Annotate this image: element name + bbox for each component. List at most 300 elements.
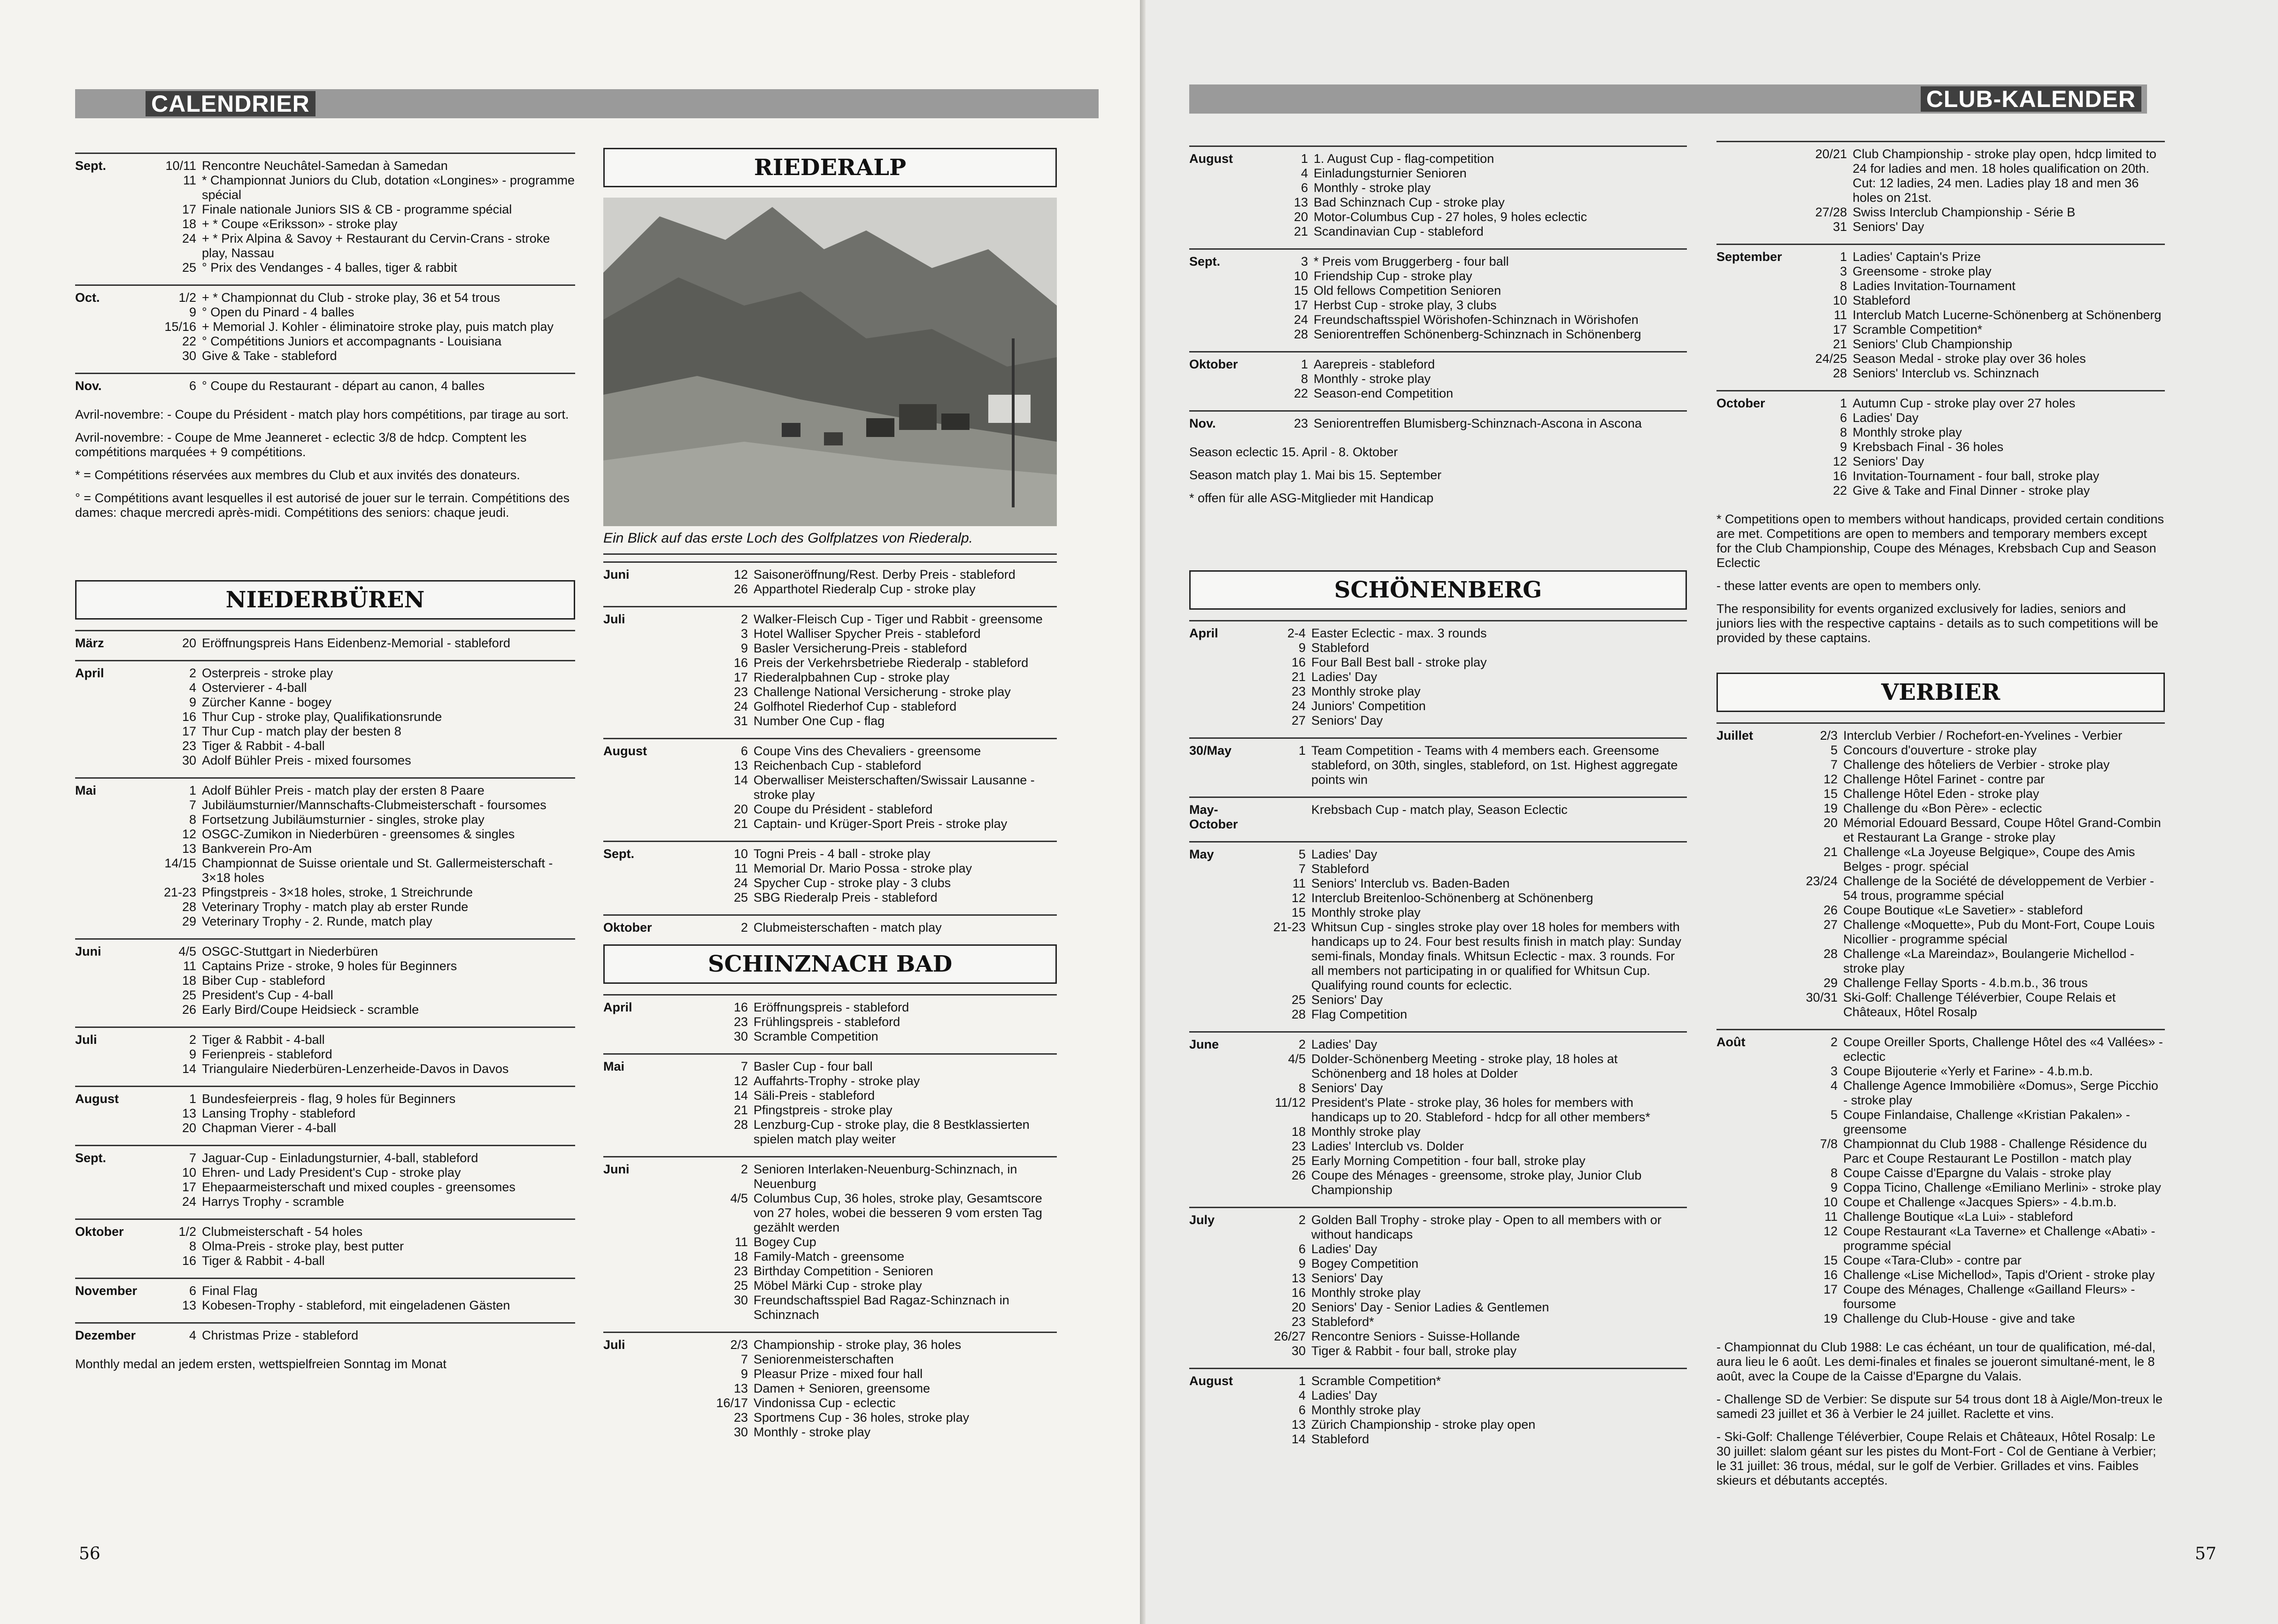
event-text: Scandinavian Cup - stableford (1314, 224, 1484, 238)
event-text: Monthly stroke play (1311, 684, 1421, 698)
verbier-title: VERBIER (1716, 673, 2165, 712)
event-date: 14 (733, 773, 748, 787)
event-date: 23 (733, 685, 748, 699)
event-text: Finale nationale Juniors SIS & CB - programme spécial (202, 202, 512, 216)
event-date: 27/28 (1815, 205, 1847, 219)
event-date: 21 (1832, 337, 1847, 351)
event-date: 2-4 (1287, 626, 1306, 640)
event-date: 10 (182, 1165, 196, 1180)
month-block (75, 660, 575, 777)
month-label: October (1716, 396, 1765, 410)
event-text: Tiger & Rabbit - 4-ball (202, 1254, 325, 1268)
event-date: 8 (189, 812, 196, 827)
event-date: 1 (1301, 357, 1308, 371)
event-date: 9 (1298, 1256, 1306, 1271)
month-block (75, 153, 575, 284)
event-text: Challenge «Moquette», Pub du Mont-Fort, Coupe Louis Nicollier - programme spécial (1843, 918, 2155, 946)
event-text: Old fellows Competition Senioren (1314, 283, 1501, 298)
event-date: 14 (733, 1088, 748, 1103)
month-label: Juni (75, 944, 101, 958)
event-text: Flag Competition (1311, 1007, 1408, 1021)
calendar-note: - Challenge SD de Verbier: Se dispute sur 54 trous dont 18 à Aigle/Mon-treux le samedi 23 juillet et 36 à Verbier le 24 juillet. Raclette et vins. (1716, 1392, 2163, 1421)
event-date: 13 (182, 842, 196, 856)
event-text: Ehren- und Lady President's Cup - stroke play (202, 1165, 461, 1180)
event-date: 17 (733, 670, 748, 684)
event-date: 2 (740, 920, 748, 935)
month-label: Oktober (603, 920, 652, 935)
event-date: 12 (733, 1074, 748, 1088)
event-date: 1 (1839, 396, 1847, 410)
event-date: 23 (1291, 1139, 1306, 1153)
event-text: Final Flag (202, 1284, 258, 1298)
event-date: 8 (1301, 372, 1308, 386)
event-text: Coppa Ticino, Challenge «Emiliano Merlini» - stroke play (1843, 1180, 2161, 1195)
event-text: Golden Ball Trophy - stroke play - Open to all members with or without handicaps (1311, 1213, 1662, 1241)
month-label: August (75, 1092, 119, 1106)
event-date: 12 (1823, 1224, 1838, 1238)
event-date: 5 (1830, 1108, 1838, 1122)
event-text: Challenge du «Bon Père» - eclectic (1843, 801, 2042, 815)
event-text: Sportmens Cup - 36 holes, stroke play (754, 1410, 970, 1425)
event-date: 9 (1839, 440, 1847, 454)
event-date: 15 (1823, 1253, 1838, 1267)
event-text: OSGC-Stuttgart in Niederbüren (202, 944, 378, 958)
event-text: Challenge «La Joyeuse Belgique», Coupe des Amis Belges - progr. spécial (1843, 845, 2135, 873)
event-text: Seniors' Day (1853, 220, 1924, 234)
month-block (75, 373, 575, 403)
event-text: Coupe Caisse d'Epargne du Valais - stroke play (1843, 1166, 2111, 1180)
event-text: Herbst Cup - stroke play, 3 clubs (1314, 298, 1497, 312)
event-date: 11 (1292, 876, 1306, 890)
event-date: 17 (182, 1180, 196, 1194)
event-date: 16 (733, 656, 748, 670)
event-text: Rencontre Seniors - Suisse-Hollande (1311, 1329, 1520, 1343)
event-date: 2 (740, 1162, 748, 1176)
niederburen-title: NIEDERBÜREN (75, 580, 575, 620)
event-text: Stableford* (1311, 1315, 1374, 1329)
event-text: Freundschaftsspiel Bad Ragaz-Schinznach in Schinznach (754, 1293, 1009, 1322)
event-text: Coupe des Ménages, Challenge «Gailland Fleurs» - foursome (1843, 1282, 2135, 1311)
event-date: 3 (1301, 254, 1308, 268)
month-label: Août (1716, 1035, 1746, 1049)
month-label: Mai (75, 783, 97, 797)
event-text: Bankverein Pro-Am (202, 842, 312, 856)
event-text: Whitsun Cup - singles stroke play over 18 holes for members with handicaps up to 24. Four best results finish in match play: Sunday semi-finals, Monday finals. Whitsun Eclectic - max. 3 rounds. For all members not participating in or qualified for Whitsun Cup. Qualifying round counts for eclectic. (1311, 920, 1681, 992)
event-text: Auffahrts-Trophy - stroke play (754, 1074, 920, 1088)
event-date: 23 (182, 739, 196, 753)
event-date: 30 (1291, 1344, 1306, 1358)
event-text: Eröffnungspreis Hans Eidenbenz-Memorial - stableford (202, 636, 510, 650)
event-date: 9 (189, 305, 196, 319)
event-date: 20/21 (1815, 147, 1847, 161)
event-text: Basler Versicherung-Preis - stableford (754, 641, 967, 655)
event-text: + * Championnat du Club - stroke play, 36 et 54 trous (202, 291, 500, 305)
event-date: 28 (1293, 327, 1308, 341)
event-date: 2 (1298, 1037, 1306, 1051)
event-text: Ladies Invitation-Tournament (1853, 279, 2016, 293)
month-block (1189, 1031, 1687, 1207)
event-date: 7 (189, 798, 196, 812)
event-date: 11 (734, 1235, 748, 1249)
event-text: Challenge «Lise Michellod», Tapis d'Orient - stroke play (1843, 1268, 2155, 1282)
event-text: Ladies' Day (1311, 1037, 1378, 1051)
event-text: Challenge «La Mareindaz», Boulangerie Michellod - stroke play (1843, 947, 2134, 975)
event-text: Challenge de la Société de développement de Verbier - 54 trous, programme spécial (1843, 874, 2154, 903)
month-block (75, 1026, 575, 1086)
event-date: 2 (740, 612, 748, 626)
month-block (1189, 351, 1687, 410)
event-text: Bundesfeierpreis - flag, 9 holes für Beginners (202, 1092, 456, 1106)
event-date: 30 (182, 349, 196, 363)
event-text: Tiger & Rabbit - four ball, stroke play (1311, 1344, 1517, 1358)
event-text: Eröffnungspreis - stableford (754, 1000, 909, 1014)
event-date: 16 (1832, 469, 1847, 483)
month-label: 30/May (1189, 743, 1232, 758)
event-text: Ostervierer - 4-ball (202, 681, 307, 695)
event-text: Tiger & Rabbit - 4-ball (202, 739, 325, 753)
event-date: 1 (1298, 743, 1306, 758)
event-text: Club Championship - stroke play open, hdcp limited to 24 for ladies and men. 18 holes qualification on 20th. Cut: 12 ladies, 24 men. Ladies play 18 and men 36 holes on 21st. (1853, 147, 2156, 205)
event-date: 4/5 (730, 1191, 748, 1205)
month-label: September (1716, 250, 1782, 264)
month-label: Oktober (1189, 357, 1238, 371)
event-date: 11 (1833, 308, 1847, 322)
event-date: 11 (183, 959, 196, 973)
event-text: Seniors' Day - Senior Ladies & Gentlemen (1311, 1300, 1549, 1314)
event-text: Preis der Verkehrsbetriebe Riederalp - stableford (754, 656, 1029, 670)
event-date: 7 (740, 1059, 748, 1073)
event-date: 29 (1823, 976, 1838, 990)
event-date: 8 (1830, 1166, 1838, 1180)
event-text: Ladies' Day (1311, 670, 1378, 684)
event-text: Scramble Competition* (1311, 1374, 1441, 1388)
event-date: 7 (189, 1151, 196, 1165)
event-text: Memorial Dr. Mario Possa - stroke play (754, 861, 972, 875)
event-text: Greensome - stroke play (1853, 264, 1992, 278)
event-date: 28 (1291, 1007, 1306, 1021)
event-date: 30 (733, 1029, 748, 1043)
event-text: Championship - stroke play, 36 holes (754, 1338, 962, 1352)
month-block (1189, 737, 1687, 797)
event-date: 2 (189, 1033, 196, 1047)
event-text: Ladies' Day (1311, 847, 1378, 861)
month-block (1189, 797, 1687, 841)
event-date: 26 (182, 1003, 196, 1017)
event-text: Thur Cup - match play der besten 8 (202, 724, 401, 738)
calendar-note: Season match play 1. Mai bis 15. September (1189, 468, 1442, 482)
month-label: Juni (603, 567, 630, 582)
event-date: 1/2 (178, 1225, 196, 1239)
event-date: 2 (1830, 1035, 1838, 1049)
event-text: Veterinary Trophy - 2. Runde, match play (202, 914, 432, 928)
event-date: 22 (1832, 483, 1847, 498)
event-text: Senioren Interlaken-Neuenburg-Schinznach, in Neuenburg (754, 1162, 1017, 1191)
month-label: Sept. (1189, 254, 1221, 268)
event-date: 2 (189, 666, 196, 680)
event-text: Stableford (1853, 293, 1911, 307)
photo-caption: Ein Blick auf das erste Loch des Golfplatzes von Riederalp. (603, 526, 1057, 555)
event-text: Number One Cup - flag (754, 714, 885, 728)
month-block (1716, 1029, 2165, 1335)
club-kalender-header: CLUB-KALENDER (1921, 86, 2141, 112)
event-date: 14 (182, 1062, 196, 1076)
event-text: Spycher Cup - stroke play - 3 clubs (754, 876, 951, 890)
event-text: + * Prix Alpina & Savoy + Restaurant du Cervin-Crans - stroke play, Nassau (202, 231, 550, 260)
event-text: Seniors' Day (1853, 454, 1924, 468)
event-date: 13 (182, 1298, 196, 1312)
event-text: Bogey Cup (754, 1235, 816, 1249)
event-date: 20 (1291, 1300, 1306, 1314)
event-text: OSGC-Zumikon in Niederbüren - greensomes & singles (202, 827, 515, 841)
event-text: Jubiläumsturnier/Mannschafts-Clubmeisterschaft - foursomes (202, 798, 546, 812)
event-text: Ladies' Day (1853, 411, 1919, 425)
event-text: Olma-Preis - stroke play, best putter (202, 1239, 404, 1253)
event-text: Stableford (1311, 1432, 1370, 1446)
event-text: Seniors' Club Championship (1853, 337, 2012, 351)
event-text: Season-end Competition (1314, 386, 1454, 400)
event-date: 19 (1823, 1311, 1838, 1325)
month-block (1189, 248, 1687, 351)
spacer (1716, 654, 2165, 673)
event-text: Pfingstpreis - 3×18 holes, stroke, 1 Streichrunde (202, 885, 473, 899)
column-schinznach-schonenberg (1189, 146, 1687, 1456)
event-text: Fortsetzung Jubiläumsturnier - singles, stroke play (202, 812, 485, 827)
event-date: 23 (733, 1264, 748, 1278)
event-text: Walker-Fleisch Cup - Tiger und Rabbit - greensome (754, 612, 1043, 626)
event-text: Challenge du Club-House - give and take (1843, 1311, 2075, 1325)
event-text: Krebsbach Final - 36 holes (1853, 440, 2004, 454)
month-block (75, 777, 575, 938)
event-date: 8 (1298, 1081, 1306, 1095)
event-date: 27 (1823, 918, 1838, 932)
event-date: 8 (1839, 279, 1847, 293)
month-block (75, 938, 575, 1026)
event-date: 13 (1293, 195, 1308, 209)
event-date: 12 (1832, 454, 1847, 468)
event-text: Adolf Bühler Preis - mixed foursomes (202, 753, 411, 767)
month-label: Mai (603, 1059, 625, 1073)
event-date: 20 (1293, 210, 1308, 224)
event-text: Give & Take - stableford (202, 349, 337, 363)
event-date: 16 (1291, 1286, 1306, 1300)
event-text: Krebsbach Cup - match play, Season Eclectic (1311, 803, 1568, 817)
month-label: Juli (603, 612, 625, 626)
event-date: 9 (1298, 641, 1306, 655)
event-date: 10 (1832, 293, 1847, 307)
event-date: 17 (1823, 1282, 1838, 1296)
page-number-right: 57 (2195, 1544, 2216, 1563)
event-date: 23 (733, 1015, 748, 1029)
event-date: 17 (182, 724, 196, 738)
event-date: 16 (182, 710, 196, 724)
event-date: 9 (740, 1367, 748, 1381)
month-label: Juli (75, 1033, 97, 1047)
event-text: Zürich Championship - stroke play open (1311, 1417, 1536, 1432)
event-text: Seniors' Interclub vs. Baden-Baden (1311, 876, 1510, 890)
event-date: 4/5 (178, 944, 196, 958)
event-text: Scramble Competition* (1853, 322, 1983, 337)
event-text: Challenge Agence Immobilière «Domus», Serge Picchio - stroke play (1843, 1079, 2158, 1107)
event-text: * Preis vom Bruggerberg - four ball (1314, 254, 1509, 268)
event-text: Seniors' Day (1311, 1271, 1383, 1285)
event-text: Challenge Boutique «La Lui» - stableford (1843, 1210, 2073, 1224)
event-text: Ladies' Day (1311, 1388, 1378, 1402)
month-block (1716, 722, 2165, 1029)
month-label: Juillet (1716, 728, 1754, 743)
event-text: Pleasur Prize - mixed four hall (754, 1367, 923, 1381)
event-text: ° Prix des Vendanges - 4 balles, tiger & rabbit (202, 260, 457, 275)
event-text: Lenzburg-Cup - stroke play, die 8 Bestklassierten spielen match play weiter (754, 1118, 1030, 1146)
month-label: November (75, 1284, 138, 1298)
event-text: 1. August Cup - flag-competition (1314, 152, 1494, 166)
event-text: Seniors' Day (1311, 713, 1383, 728)
calendrier-header: CALENDRIER (146, 91, 316, 116)
event-text: Monthly stroke play (1853, 425, 1962, 439)
event-date: 23 (1291, 684, 1306, 698)
event-text: Apparthotel Riederalp Cup - stroke play (754, 582, 976, 596)
event-text: Captain- und Krüger-Sport Preis - stroke play (754, 817, 1008, 831)
event-text: Coupe du Président - stableford (754, 802, 933, 816)
event-text: Christmas Prize - stableford (202, 1328, 359, 1342)
event-text: Seniors' Day (1311, 1081, 1383, 1095)
month-label: August (603, 744, 647, 758)
event-date: 31 (733, 714, 748, 728)
event-text: Bogey Competition (1311, 1256, 1419, 1271)
event-date: 28 (1832, 366, 1847, 380)
event-date: 9 (189, 695, 196, 709)
event-date: 24 (733, 699, 748, 713)
event-text: Interclub Match Lucerne-Schönenberg at Schönenberg (1853, 308, 2162, 322)
event-text: Ferienpreis - stableford (202, 1047, 332, 1061)
event-date: 2 (1298, 1213, 1306, 1227)
calendar-note: Monthly medal an jedem ersten, wettspielfreien Sonntag im Monat (75, 1357, 446, 1371)
event-text: Coupe Oreiller Sports, Challenge Hôtel des «4 Vallées» - eclectic (1843, 1035, 2163, 1064)
event-date: 29 (182, 914, 196, 928)
event-date: 23 (1291, 1315, 1306, 1329)
event-date: 24/25 (1815, 352, 1847, 366)
column-neuchatel-niederburen (75, 153, 575, 1380)
event-date: 6 (1298, 1242, 1306, 1256)
event-date: 18 (733, 1249, 748, 1264)
event-date: 8 (189, 1239, 196, 1253)
event-date: 9 (740, 641, 748, 655)
event-date: 30 (182, 753, 196, 767)
event-text: Autumn Cup - stroke play over 27 holes (1853, 396, 2076, 410)
event-date: 14/15 (164, 856, 196, 870)
event-text: Mémorial Edouard Bessard, Coupe Hôtel Grand-Combin et Restaurant La Grange - stroke play (1843, 816, 2161, 844)
event-text: Early Morning Competition - four ball, stroke play (1311, 1154, 1585, 1168)
event-date: 17 (182, 202, 196, 216)
event-date: 16/17 (716, 1396, 748, 1410)
event-date: 4 (189, 1328, 196, 1342)
month-label: April (75, 666, 104, 680)
event-text: ° Compétitions Juniors et accompagnants - Louisiana (202, 334, 502, 348)
event-date: 11 (734, 861, 748, 875)
event-text: Einladungsturnier Senioren (1314, 166, 1467, 180)
event-date: 4 (1830, 1079, 1838, 1093)
event-text: Concours d'ouverture - stroke play (1843, 743, 2037, 757)
event-date: 19 (1823, 801, 1838, 815)
month-label: Sept. (75, 1151, 107, 1165)
event-date: 6 (189, 1284, 196, 1298)
event-text: Thur Cup - stroke play, Qualifikationsrunde (202, 710, 442, 724)
event-text: Interclub Breitenloo-Schönenberg at Schönenberg (1311, 891, 1593, 905)
column-riederalp-schinznach (603, 148, 1057, 1449)
event-text: Juniors' Competition (1311, 699, 1426, 713)
event-date: 6 (1839, 411, 1847, 425)
calendar-note: ° = Compétitions avant lesquelles il est autorisé de jouer sur le terrain. Compétitions des dames: chaque mercredi après-midi. Compétitions des seniors: chaque jeudi. (75, 491, 570, 520)
event-date: 25 (1291, 993, 1306, 1007)
event-text: Coupe «Tara-Club» - contre par (1843, 1253, 2022, 1267)
event-text: Early Bird/Coupe Heidsieck - scramble (202, 1003, 419, 1017)
month-label: April (603, 1000, 632, 1014)
event-date: 13 (733, 758, 748, 773)
month-block (1189, 620, 1687, 737)
event-text: Rencontre Neuchâtel-Samedan à Samedan (202, 159, 448, 173)
event-date: 4 (1301, 166, 1308, 180)
event-date: 30/31 (1806, 990, 1838, 1004)
month-block (75, 1322, 575, 1352)
event-text: President's Cup - 4-ball (202, 988, 333, 1002)
event-date: 6 (1298, 1403, 1306, 1417)
event-text: Championnat du Club 1988 - Challenge Résidence du Parc et Coupe Restaurant Le Postillon - match play (1843, 1137, 2147, 1165)
event-text: Challenge des hôteliers de Verbier - stroke play (1843, 758, 2110, 772)
event-date: 22 (1293, 386, 1308, 400)
event-date: 16 (1291, 655, 1306, 669)
month-label: May-October (1189, 803, 1238, 831)
event-date: 28 (182, 900, 196, 914)
event-date: 30 (733, 1293, 748, 1307)
month-label: Juni (603, 1162, 630, 1176)
event-text: Seniorenmeisterschaften (754, 1352, 894, 1366)
event-date: 7/8 (1820, 1137, 1838, 1151)
event-date: 5 (1298, 847, 1306, 861)
event-text: Ski-Golf: Challenge Téléverbier, Coupe Relais et Châteaux, Hôtel Rosalp (1843, 990, 2116, 1019)
event-date: 10/11 (165, 159, 196, 173)
event-text: Triangulaire Niederbüren-Lenzerheide-Davos in Davos (202, 1062, 509, 1076)
event-text: Coupe Restaurant «La Taverne» et Challenge «Abati» - programme spécial (1843, 1224, 2155, 1253)
event-date: 24 (182, 1195, 196, 1209)
event-text: Bad Schinznach Cup - stroke play (1314, 195, 1505, 209)
event-date: 26 (1291, 1168, 1306, 1182)
event-text: Seniors' Interclub vs. Schinznach (1853, 366, 2039, 380)
month-block (1189, 841, 1687, 1031)
event-text: Chapman Vierer - 4-ball (202, 1121, 337, 1135)
book-gutter (1140, 0, 1146, 1624)
event-date: 13 (1291, 1271, 1306, 1285)
event-date: 15 (1823, 787, 1838, 801)
event-date: 4/5 (1288, 1052, 1306, 1066)
event-date: 12 (1291, 891, 1306, 905)
spacer (75, 529, 575, 580)
month-label: April (1189, 626, 1218, 640)
event-text: Four Ball Best ball - stroke play (1311, 655, 1487, 669)
event-date: 27 (1291, 713, 1306, 728)
event-text: Harrys Trophy - scramble (202, 1195, 345, 1209)
month-block (1189, 146, 1687, 248)
event-text: Damen + Senioren, greensome (754, 1381, 930, 1395)
event-text: Monthly - stroke play (1314, 181, 1431, 195)
month-block (1716, 141, 2165, 244)
event-text: Basler Cup - four ball (754, 1059, 873, 1073)
event-text: Championnat de Suisse orientale und St. Gallermeisterschaft - 3×18 holes (202, 856, 553, 885)
event-date: 21 (1293, 224, 1308, 238)
event-date: 13 (1291, 1417, 1306, 1432)
event-text: ° Coupe du Restaurant - départ au canon, 4 balles (202, 379, 485, 393)
event-text: Kobesen-Trophy - stableford, mit eingeladenen Gästen (202, 1298, 510, 1312)
event-text: Challenge National Versicherung - stroke play (754, 685, 1011, 699)
calendar-note: Avril-novembre: - Coupe de Mme Jeanneret - eclectic 3/8 de hdcp. Comptent les compétitions marquées + 9 compétitions. (75, 430, 527, 459)
